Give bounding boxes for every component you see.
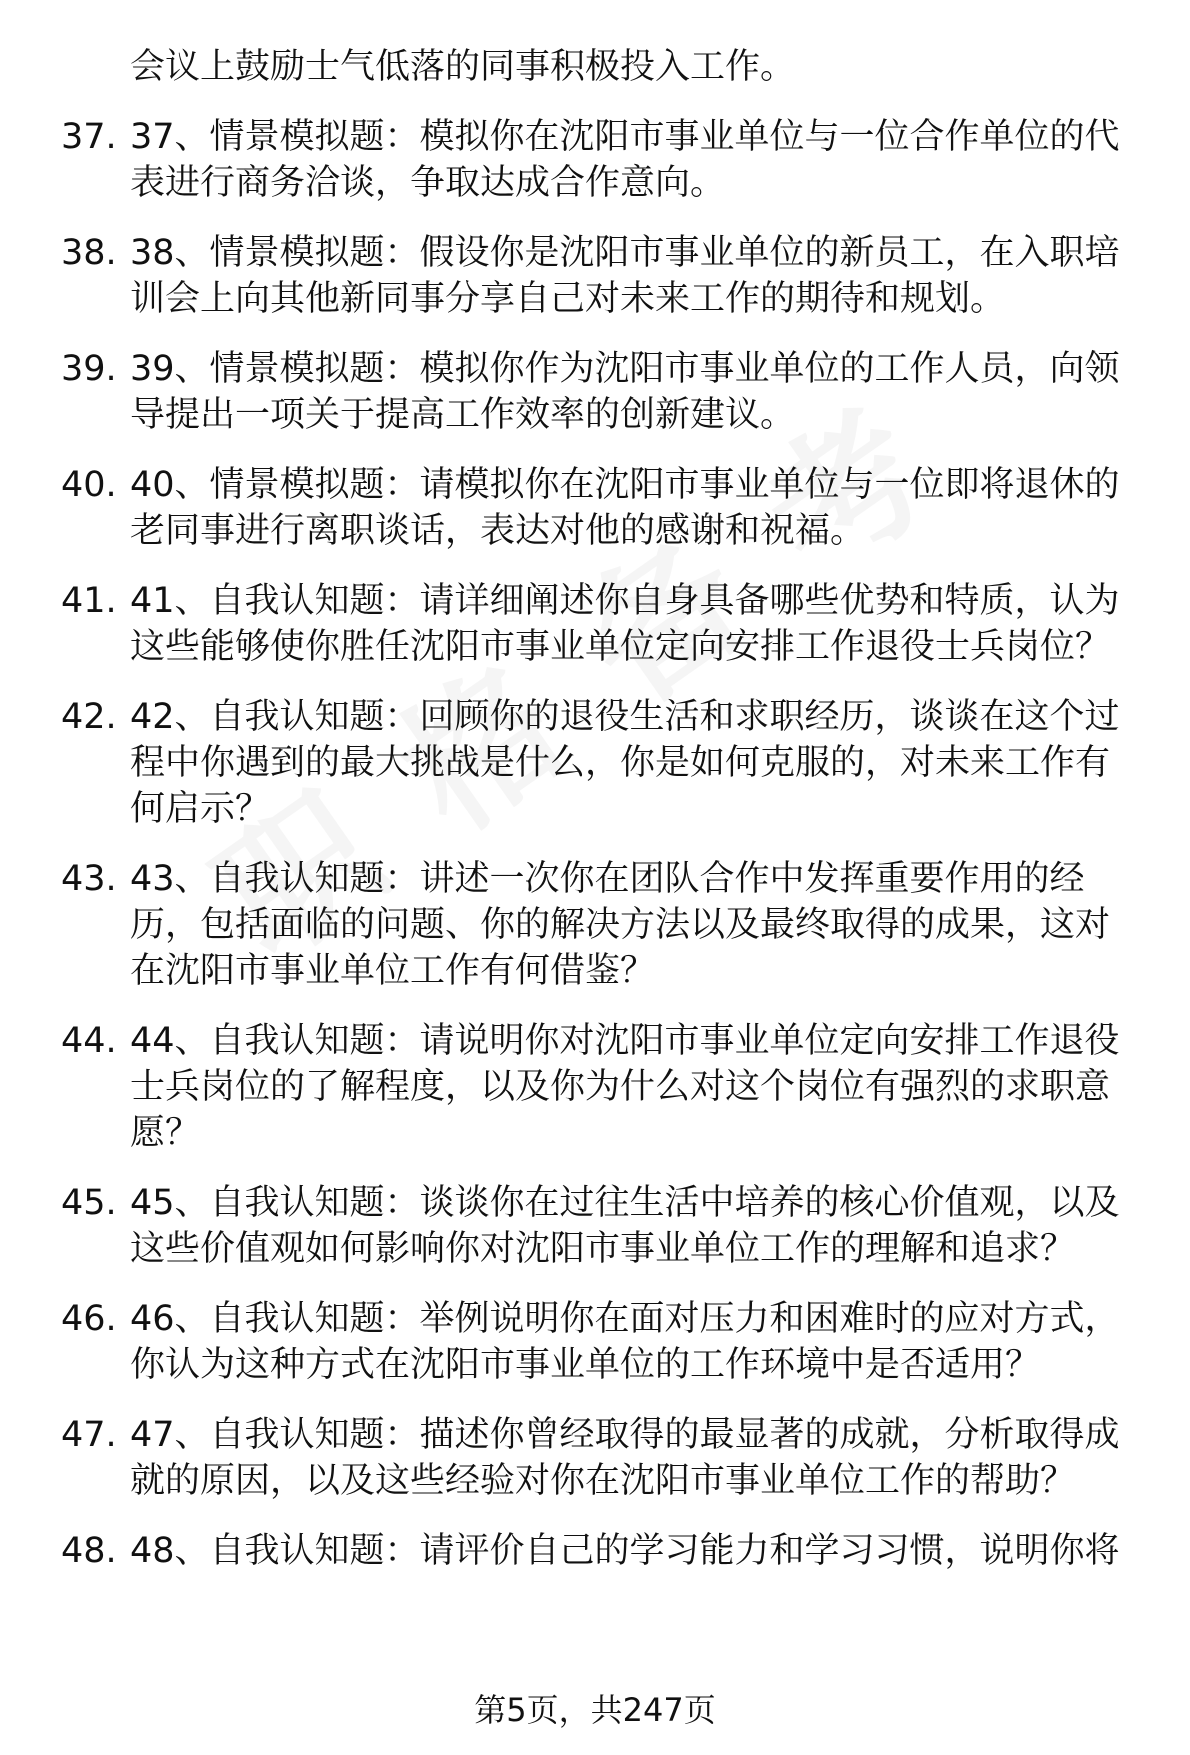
item-number: 47. xyxy=(61,1415,117,1455)
list-item xyxy=(0,1528,1190,1574)
item-text-line: 表进行商务洽谈，争取达成合作意向。 xyxy=(130,163,726,203)
item-number: 40. xyxy=(61,465,117,505)
page-content xyxy=(0,44,1190,1574)
item-text-line: 这些价值观如何影响你对沈阳市事业单位工作的理解和追求？ xyxy=(130,1229,1076,1269)
item-number: 43. xyxy=(61,859,117,899)
list-item xyxy=(0,1412,1190,1504)
item-number: 48. xyxy=(61,1531,117,1571)
page-footer: 第5页，共247页 xyxy=(474,1691,716,1729)
item-number: 45. xyxy=(61,1183,117,1223)
item-text-line: 44、自我认知题：请说明你对沈阳市事业单位定向安排工作退役 xyxy=(130,1021,1120,1061)
list-item xyxy=(0,346,1190,438)
item-text-line: 这些能够使你胜任沈阳市事业单位定向安排工作退役士兵岗位？ xyxy=(130,627,1111,667)
item-number: 41. xyxy=(61,581,117,621)
list-item xyxy=(0,114,1190,206)
item-number: 37. xyxy=(61,117,117,157)
item-text-line: 你认为这种方式在沈阳市事业单位的工作环境中是否适用？ xyxy=(130,1345,1041,1385)
question-list xyxy=(0,114,1190,1574)
list-item xyxy=(0,694,1190,832)
item-text-line: 47、自我认知题：描述你曾经取得的最显著的成就，分析取得成 xyxy=(130,1415,1120,1455)
list-item xyxy=(0,856,1190,994)
item-text-line: 就的原因，以及这些经验对你在沈阳市事业单位工作的帮助？ xyxy=(130,1461,1076,1501)
item-text-line: 士兵岗位的了解程度，以及你为什么对这个岗位有强烈的求职意 xyxy=(130,1067,1111,1107)
item-text-line: 37、情景模拟题：模拟你在沈阳市事业单位与一位合作单位的代 xyxy=(130,117,1120,157)
item-number: 39. xyxy=(61,349,117,389)
item-text-line: 训会上向其他新同事分享自己对未来工作的期待和规划。 xyxy=(130,279,1006,319)
list-item xyxy=(0,1180,1190,1272)
item-number: 42. xyxy=(61,697,117,737)
list-item xyxy=(0,1296,1190,1388)
item-text-line: 39、情景模拟题：模拟你作为沈阳市事业单位的工作人员，向领 xyxy=(130,349,1120,389)
continuation-text: 会议上鼓励士气低落的同事积极投入工作。 xyxy=(130,47,796,87)
item-text-line: 老同事进行离职谈话，表达对他的感谢和祝福。 xyxy=(130,511,866,551)
item-text-line: 程中你遇到的最大挑战是什么，你是如何克服的，对未来工作有 xyxy=(130,743,1111,783)
item-text-line: 41、自我认知题：请详细阐述你自身具备哪些优势和特质，认为 xyxy=(130,581,1120,621)
item-number: 46. xyxy=(61,1299,117,1339)
item-text-line: 愿？ xyxy=(130,1113,201,1153)
list-item xyxy=(0,462,1190,554)
list-item xyxy=(0,578,1190,670)
item-text-line: 在沈阳市事业单位工作有何借鉴？ xyxy=(130,951,656,991)
item-text-line: 45、自我认知题：谈谈你在过往生活中培养的核心价值观，以及 xyxy=(130,1183,1120,1223)
item-number: 38. xyxy=(61,233,117,273)
item-number: 44. xyxy=(61,1021,117,1061)
item-text-line: 43、自我认知题：讲述一次你在团队合作中发挥重要作用的经 xyxy=(130,859,1085,899)
list-item xyxy=(0,230,1190,322)
item-text-line: 导提出一项关于提高工作效率的创新建议。 xyxy=(130,395,796,435)
item-text-line: 48、自我认知题：请评价自己的学习能力和学习习惯，说明你将 xyxy=(130,1531,1120,1571)
item-text-line: 38、情景模拟题：假设你是沈阳市事业单位的新员工，在入职培 xyxy=(130,233,1120,273)
item-text-line: 46、自我认知题：举例说明你在面对压力和困难时的应对方式， xyxy=(130,1299,1120,1339)
item-text-line: 历，包括面临的问题、你的解决方法以及最终取得的成果，这对 xyxy=(130,905,1111,945)
item-text-line: 42、自我认知题：回顾你的退役生活和求职经历，谈谈在这个过 xyxy=(130,697,1120,737)
list-item xyxy=(0,1018,1190,1156)
item-text-line: 40、情景模拟题：请模拟你在沈阳市事业单位与一位即将退休的 xyxy=(130,465,1120,505)
item-text-line: 何启示？ xyxy=(130,789,271,829)
